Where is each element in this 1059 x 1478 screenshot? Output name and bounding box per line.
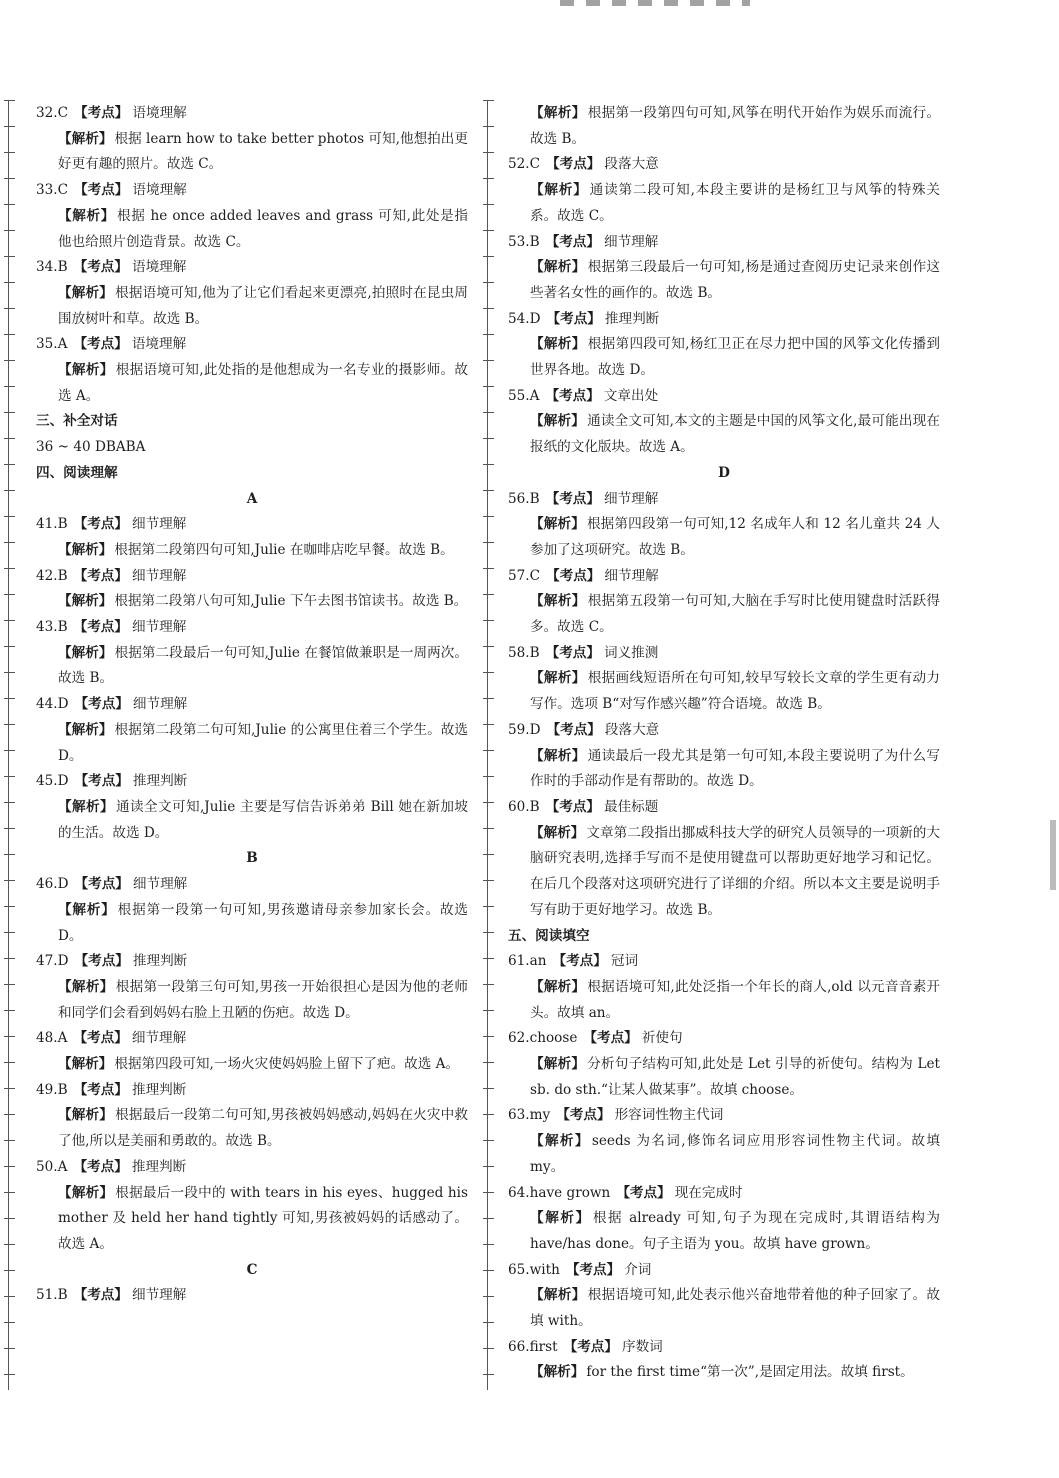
answer-item — [36, 1283, 468, 1309]
explanation-text: 根据第四段可知,一场火灾使妈妈脸上留下了疤。故选 A。 — [114, 1056, 460, 1073]
explanation-text: 根据第二段第八句可知,Julie 下午去图书馆读书。故选 B。 — [114, 593, 468, 610]
explanation-text: 通读最后一段尤其是第一句可知,本段主要说明了为什么写作时的手部动作是有帮助的。故选 D。 — [530, 747, 940, 790]
kaodian-topic: 形容词性物主代词 — [614, 1107, 724, 1124]
answer-item — [508, 1258, 940, 1284]
explanation-text: 根据第四段第一句可知,12 名成年人和 12 名儿童共 24 人参加了这项研究。故选 B。 — [530, 516, 940, 558]
explanation-text: 根据第一段第一句可知,男孩邀请母亲参加家长会。故选 D。 — [58, 901, 468, 944]
jiexi-label: 【解析】 — [530, 1287, 586, 1304]
passage-heading: C — [246, 1261, 258, 1278]
answer-number: 66.first — [508, 1338, 558, 1355]
binding-edge-ticks — [8, 100, 21, 1390]
kaodian-label: 【考点】 — [556, 1107, 611, 1124]
right-column — [508, 101, 940, 1386]
jiexi-label: 【解析】 — [58, 130, 113, 147]
jiexi-label: 【解析】 — [58, 901, 116, 918]
kaodian-label: 【考点】 — [616, 1184, 671, 1201]
kaodian-topic: 介词 — [624, 1261, 652, 1278]
kaodian-topic: 词义推测 — [603, 644, 659, 661]
explanation — [36, 975, 468, 1026]
kaodian-topic: 语境理解 — [132, 182, 187, 199]
explanation-text: 根据第五段第一句可知,大脑在手写时比使用键盘时活跃得多。故选 C。 — [530, 593, 940, 636]
explanation-text: 根据 he once added leaves and grass 可知,此处是指他也给照片创造背景。故选 C。 — [58, 207, 468, 250]
explanation — [508, 101, 940, 152]
kaodian-label: 【考点】 — [545, 798, 600, 815]
explanation — [508, 1206, 940, 1257]
right-edge-mark — [1050, 820, 1056, 890]
answer-item — [36, 872, 468, 898]
answer-number: 61.an — [508, 953, 547, 970]
answer-item — [508, 152, 940, 178]
kaodian-label: 【考点】 — [546, 721, 601, 738]
jiexi-label: 【解析】 — [58, 644, 113, 661]
answer-item — [508, 230, 940, 256]
answer-number: 51.B — [36, 1287, 68, 1304]
explanation — [508, 744, 940, 795]
answer-item — [36, 512, 468, 538]
top-edge-mark — [560, 0, 750, 6]
explanation-text: 分析句子结构可知,此处是 Let 引导的祈使句。结构为 Let sb. do sth.“让某人做某事”。故填 choose。 — [530, 1056, 941, 1098]
kaodian-topic: 细节理解 — [132, 876, 188, 893]
kaodian-topic: 细节理解 — [131, 1030, 187, 1047]
answer-number: 42.B — [36, 567, 68, 584]
answer-item — [36, 949, 468, 975]
jiexi-label: 【解析】 — [58, 284, 114, 301]
answer-number: 43.B — [36, 619, 68, 636]
answer-number: 62.choose — [508, 1030, 578, 1047]
explanation — [36, 204, 468, 255]
kaodian-label: 【考点】 — [545, 233, 600, 250]
explanation — [508, 666, 940, 717]
answer-item — [508, 1181, 940, 1207]
kaodian-label: 【考点】 — [74, 953, 129, 970]
kaodian-label: 【考点】 — [546, 567, 601, 584]
answer-number: 44.D — [36, 696, 69, 713]
explanation-text: 根据语境可知,此处泛指一个年长的商人,old 以元音音素开头。故填 an。 — [530, 978, 940, 1021]
answer-number: 45.D — [36, 773, 69, 790]
kaodian-topic: 细节理解 — [131, 1287, 187, 1304]
answer-number: 55.A — [508, 387, 540, 404]
explanation — [508, 1129, 940, 1180]
section-heading: 四、阅读理解 — [36, 464, 118, 481]
kaodian-topic: 序数词 — [622, 1338, 663, 1355]
explanation — [36, 795, 468, 846]
kaodian-topic: 祈使句 — [641, 1030, 683, 1047]
kaodian-label: 【考点】 — [545, 644, 600, 661]
kaodian-label: 【考点】 — [74, 773, 129, 790]
explanation-text: 根据第二段最后一句可知,Julie 在餐馆做兼职是一周两次。故选 B。 — [58, 644, 469, 687]
kaodian-label: 【考点】 — [546, 310, 601, 327]
explanation-text: 根据画线短语所在句可知,较早写较长文章的学生更有动力写作。选项 B“对写作感兴趣”符合语境。故选 B。 — [530, 670, 940, 713]
explanation-text: 文章第二段指出挪威科技大学的研究人员领导的一项新的大脑研究表明,选择手写而不是使用键盘可以帮助更好地学习和记忆。在后几个段落对这项研究进行了详细的介绍。所以本文主要是说明手写有助于更好地学习。故选 B。 — [530, 824, 941, 918]
kaodian-topic: 现在完成时 — [674, 1184, 743, 1201]
kaodian-topic: 细节理解 — [131, 619, 187, 636]
kaodian-label: 【考点】 — [583, 1030, 638, 1047]
jiexi-label: 【解析】 — [58, 721, 113, 738]
kaodian-topic: 推理判断 — [131, 1081, 187, 1098]
explanation-text: 根据第四段可知,杨红卫正在尽力把中国的风筝文化传播到世界各地。故选 D。 — [530, 336, 940, 379]
answer-item — [36, 101, 468, 127]
answer-number: 60.B — [508, 798, 540, 815]
explanation — [508, 1283, 940, 1334]
jiexi-label: 【解析】 — [58, 362, 114, 379]
kaodian-label: 【考点】 — [74, 876, 129, 893]
answer-number: 46.D — [36, 876, 69, 893]
explanation — [508, 512, 940, 563]
explanation-text: 根据第二段第四句可知,Julie 在咖啡店吃早餐。故选 B。 — [114, 541, 454, 558]
jiexi-label: 【解析】 — [530, 182, 588, 199]
answer-number: 54.D — [508, 310, 541, 327]
explanation — [508, 1052, 940, 1103]
explanation — [508, 975, 940, 1026]
answer-number: 65.with — [508, 1261, 560, 1278]
jiexi-label: 【解析】 — [530, 824, 585, 841]
answer-number: 53.B — [508, 233, 540, 250]
kaodian-label: 【考点】 — [545, 387, 600, 404]
answer-item — [508, 487, 940, 513]
answer-item — [508, 795, 940, 821]
left-column — [36, 101, 468, 1309]
kaodian-topic: 语境理解 — [131, 336, 187, 353]
column-divider — [487, 100, 488, 1390]
kaodian-topic: 细节理解 — [132, 696, 188, 713]
kaodian-topic: 语境理解 — [132, 105, 187, 121]
answer-number: 32.C — [36, 105, 69, 121]
passage-heading: B — [246, 850, 258, 867]
jiexi-label: 【解析】 — [530, 413, 586, 430]
jiexi-label: 【解析】 — [530, 1056, 586, 1073]
answer-item — [36, 564, 468, 590]
kaodian-label: 【考点】 — [74, 696, 129, 713]
explanation — [36, 281, 468, 332]
explanation-text: 根据 already 可知,句子为现在完成时,其谓语结构为 have/has done。句子主语为 you。故填 have grown。 — [530, 1210, 941, 1252]
answer-item — [508, 1103, 940, 1129]
kaodian-topic: 细节理解 — [604, 567, 659, 584]
kaodian-label: 【考点】 — [73, 259, 128, 276]
answer-item — [508, 1026, 940, 1052]
explanation — [508, 1360, 940, 1386]
explanation — [36, 589, 468, 615]
kaodian-topic: 细节理解 — [131, 567, 187, 584]
kaodian-label: 【考点】 — [73, 516, 128, 533]
explanation-text: 根据语境可知,此处指的是他想成为一名专业的摄影师。故选 A。 — [58, 362, 468, 404]
answer-number: 49.B — [36, 1081, 68, 1098]
answer-item — [36, 1155, 468, 1181]
answer-item — [36, 1078, 468, 1104]
kaodian-label: 【考点】 — [552, 953, 607, 970]
jiexi-label: 【解析】 — [530, 978, 586, 995]
kaodian-label: 【考点】 — [545, 490, 600, 507]
explanation-text: 根据第二段第二句可知,Julie 的公寓里住着三个学生。故选 D。 — [58, 721, 469, 764]
answer-item — [508, 641, 940, 667]
explanation-text: 根据第一段第三句可知,男孩一开始很担心是因为他的老师和同学们会看到妈妈右脸上丑陋的伤疤。故选 D。 — [58, 978, 468, 1021]
explanation-text: for the first time“第一次”,是固定用法。故填 first。 — [586, 1364, 914, 1381]
explanation-text: seeds 为名词,修饰名词应用形容词性物主代词。故填 my。 — [530, 1133, 940, 1175]
answer-item — [36, 178, 468, 204]
explanation — [36, 1103, 468, 1154]
answer-number: 48.A — [36, 1030, 68, 1047]
explanation — [508, 589, 940, 640]
kaodian-topic: 推理判断 — [132, 953, 188, 970]
kaodian-topic: 细节理解 — [603, 233, 659, 250]
explanation — [508, 255, 940, 306]
jiexi-label: 【解析】 — [530, 1210, 591, 1227]
jiexi-label: 【解析】 — [530, 1364, 585, 1381]
explanation — [36, 538, 468, 564]
answer-number: 50.A — [36, 1158, 68, 1175]
kaodian-label: 【考点】 — [74, 105, 129, 121]
jiexi-label: 【解析】 — [58, 1107, 114, 1124]
kaodian-topic: 段落大意 — [604, 156, 659, 173]
explanation — [508, 409, 940, 460]
explanation-text: 根据 learn how to take better photos 可知,他想拍出更好更有趣的照片。故选 C。 — [58, 130, 469, 173]
explanation — [508, 178, 940, 229]
explanation — [36, 1181, 468, 1258]
answer-number: 35.A — [36, 336, 68, 353]
answer-number: 63.my — [508, 1107, 551, 1124]
jiexi-label: 【解析】 — [530, 593, 586, 610]
passage-heading: D — [718, 464, 730, 481]
explanation-text: 根据最后一段第二句可知,男孩被妈妈感动,妈妈在火灾中救了他,所以是美丽和勇敢的。故选 B。 — [58, 1107, 469, 1150]
section-heading: 三、补全对话 — [36, 413, 118, 430]
kaodian-topic: 推理判断 — [132, 773, 188, 790]
jiexi-label: 【解析】 — [58, 798, 114, 815]
answer-number: 52.C — [508, 156, 541, 173]
answer-item — [36, 332, 468, 358]
answer-item — [36, 769, 468, 795]
section-heading: 五、阅读填空 — [508, 927, 590, 944]
answer-item — [508, 718, 940, 744]
kaodian-label: 【考点】 — [73, 1287, 128, 1304]
jiexi-label: 【解析】 — [530, 670, 586, 687]
kaodian-topic: 段落大意 — [604, 721, 660, 738]
answer-item — [36, 615, 468, 641]
answer-number: 59.D — [508, 721, 541, 738]
answer-number: 57.C — [508, 567, 541, 584]
explanation-text: 根据最后一段中的 with tears in his eyes、hugged his mother 及 held her hand tightly 可知,男孩被妈妈的话感动了。故选 A。 — [58, 1184, 469, 1252]
kaodian-topic: 最佳标题 — [603, 798, 659, 815]
jiexi-label: 【解析】 — [530, 336, 586, 353]
explanation-text: 通读全文可知,本文的主题是中国的风筝文化,最可能出现在报纸的文化版块。故选 A。 — [530, 413, 941, 456]
answer-item — [508, 384, 940, 410]
explanation-text: 根据语境可知,此处表示他兴奋地带着他的种子回家了。故填 with。 — [530, 1287, 940, 1330]
answer-line: 36 ~ 40 DBABA — [36, 439, 146, 456]
jiexi-label: 【解析】 — [530, 105, 586, 121]
kaodian-topic: 语境理解 — [131, 259, 187, 276]
explanation-text: 通读全文可知,Julie 主要是写信告诉弟弟 Bill 她在新加坡的生活。故选 D。 — [58, 798, 469, 841]
jiexi-label: 【解析】 — [58, 1184, 114, 1201]
explanation-text: 根据第三段最后一句可知,杨是通过查阅历史记录来创作这些著名女性的画作的。故选 B。 — [530, 259, 940, 301]
explanation — [36, 898, 468, 949]
explanation — [508, 821, 940, 924]
kaodian-topic: 细节理解 — [603, 490, 659, 507]
jiexi-label: 【解析】 — [58, 593, 113, 610]
answer-item — [508, 307, 940, 333]
kaodian-label: 【考点】 — [74, 182, 129, 199]
answer-number: 47.D — [36, 953, 69, 970]
kaodian-label: 【考点】 — [73, 1158, 128, 1175]
passage-heading: A — [246, 490, 258, 507]
kaodian-label: 【考点】 — [565, 1261, 621, 1278]
answer-number: 34.B — [36, 259, 68, 276]
kaodian-label: 【考点】 — [73, 336, 128, 353]
jiexi-label: 【解析】 — [58, 207, 116, 224]
explanation — [508, 332, 940, 383]
jiexi-label: 【解析】 — [530, 516, 585, 533]
answer-number: 33.C — [36, 182, 69, 199]
explanation — [36, 718, 468, 769]
explanation-text: 根据第一段第四句可知,风筝在明代开始作为娱乐而流行。故选 B。 — [530, 105, 940, 147]
kaodian-label: 【考点】 — [73, 1030, 128, 1047]
answer-item — [36, 255, 468, 281]
jiexi-label: 【解析】 — [58, 1056, 113, 1073]
kaodian-topic: 冠词 — [610, 953, 639, 970]
kaodian-topic: 细节理解 — [131, 516, 187, 533]
answer-item — [36, 1026, 468, 1052]
explanation-text: 通读第二段可知,本段主要讲的是杨红卫与风筝的特殊关系。故选 C。 — [530, 182, 940, 224]
kaodian-topic: 文章出处 — [603, 387, 659, 404]
kaodian-label: 【考点】 — [73, 567, 128, 584]
explanation — [36, 358, 468, 409]
jiexi-label: 【解析】 — [530, 1133, 590, 1150]
answer-item — [508, 564, 940, 590]
explanation — [36, 127, 468, 178]
kaodian-label: 【考点】 — [73, 1081, 128, 1098]
answer-item — [508, 1335, 940, 1361]
explanation-text: 根据语境可知,他为了让它们看起来更漂亮,拍照时在昆虫周围放树叶和草。故选 B。 — [58, 284, 469, 327]
answer-item — [36, 692, 468, 718]
jiexi-label: 【解析】 — [58, 978, 114, 995]
jiexi-label: 【解析】 — [58, 541, 113, 558]
answer-number: 41.B — [36, 516, 68, 533]
kaodian-label: 【考点】 — [563, 1338, 618, 1355]
answer-number: 58.B — [508, 644, 540, 661]
jiexi-label: 【解析】 — [530, 747, 586, 764]
answer-item — [508, 949, 940, 975]
jiexi-label: 【解析】 — [530, 259, 586, 276]
answer-number: 64.have grown — [508, 1184, 611, 1201]
answer-number: 56.B — [508, 490, 540, 507]
kaodian-label: 【考点】 — [546, 156, 601, 173]
explanation — [36, 641, 468, 692]
kaodian-label: 【考点】 — [73, 619, 128, 636]
kaodian-topic: 推理判断 — [131, 1158, 187, 1175]
kaodian-topic: 推理判断 — [604, 310, 660, 327]
explanation — [36, 1052, 468, 1078]
